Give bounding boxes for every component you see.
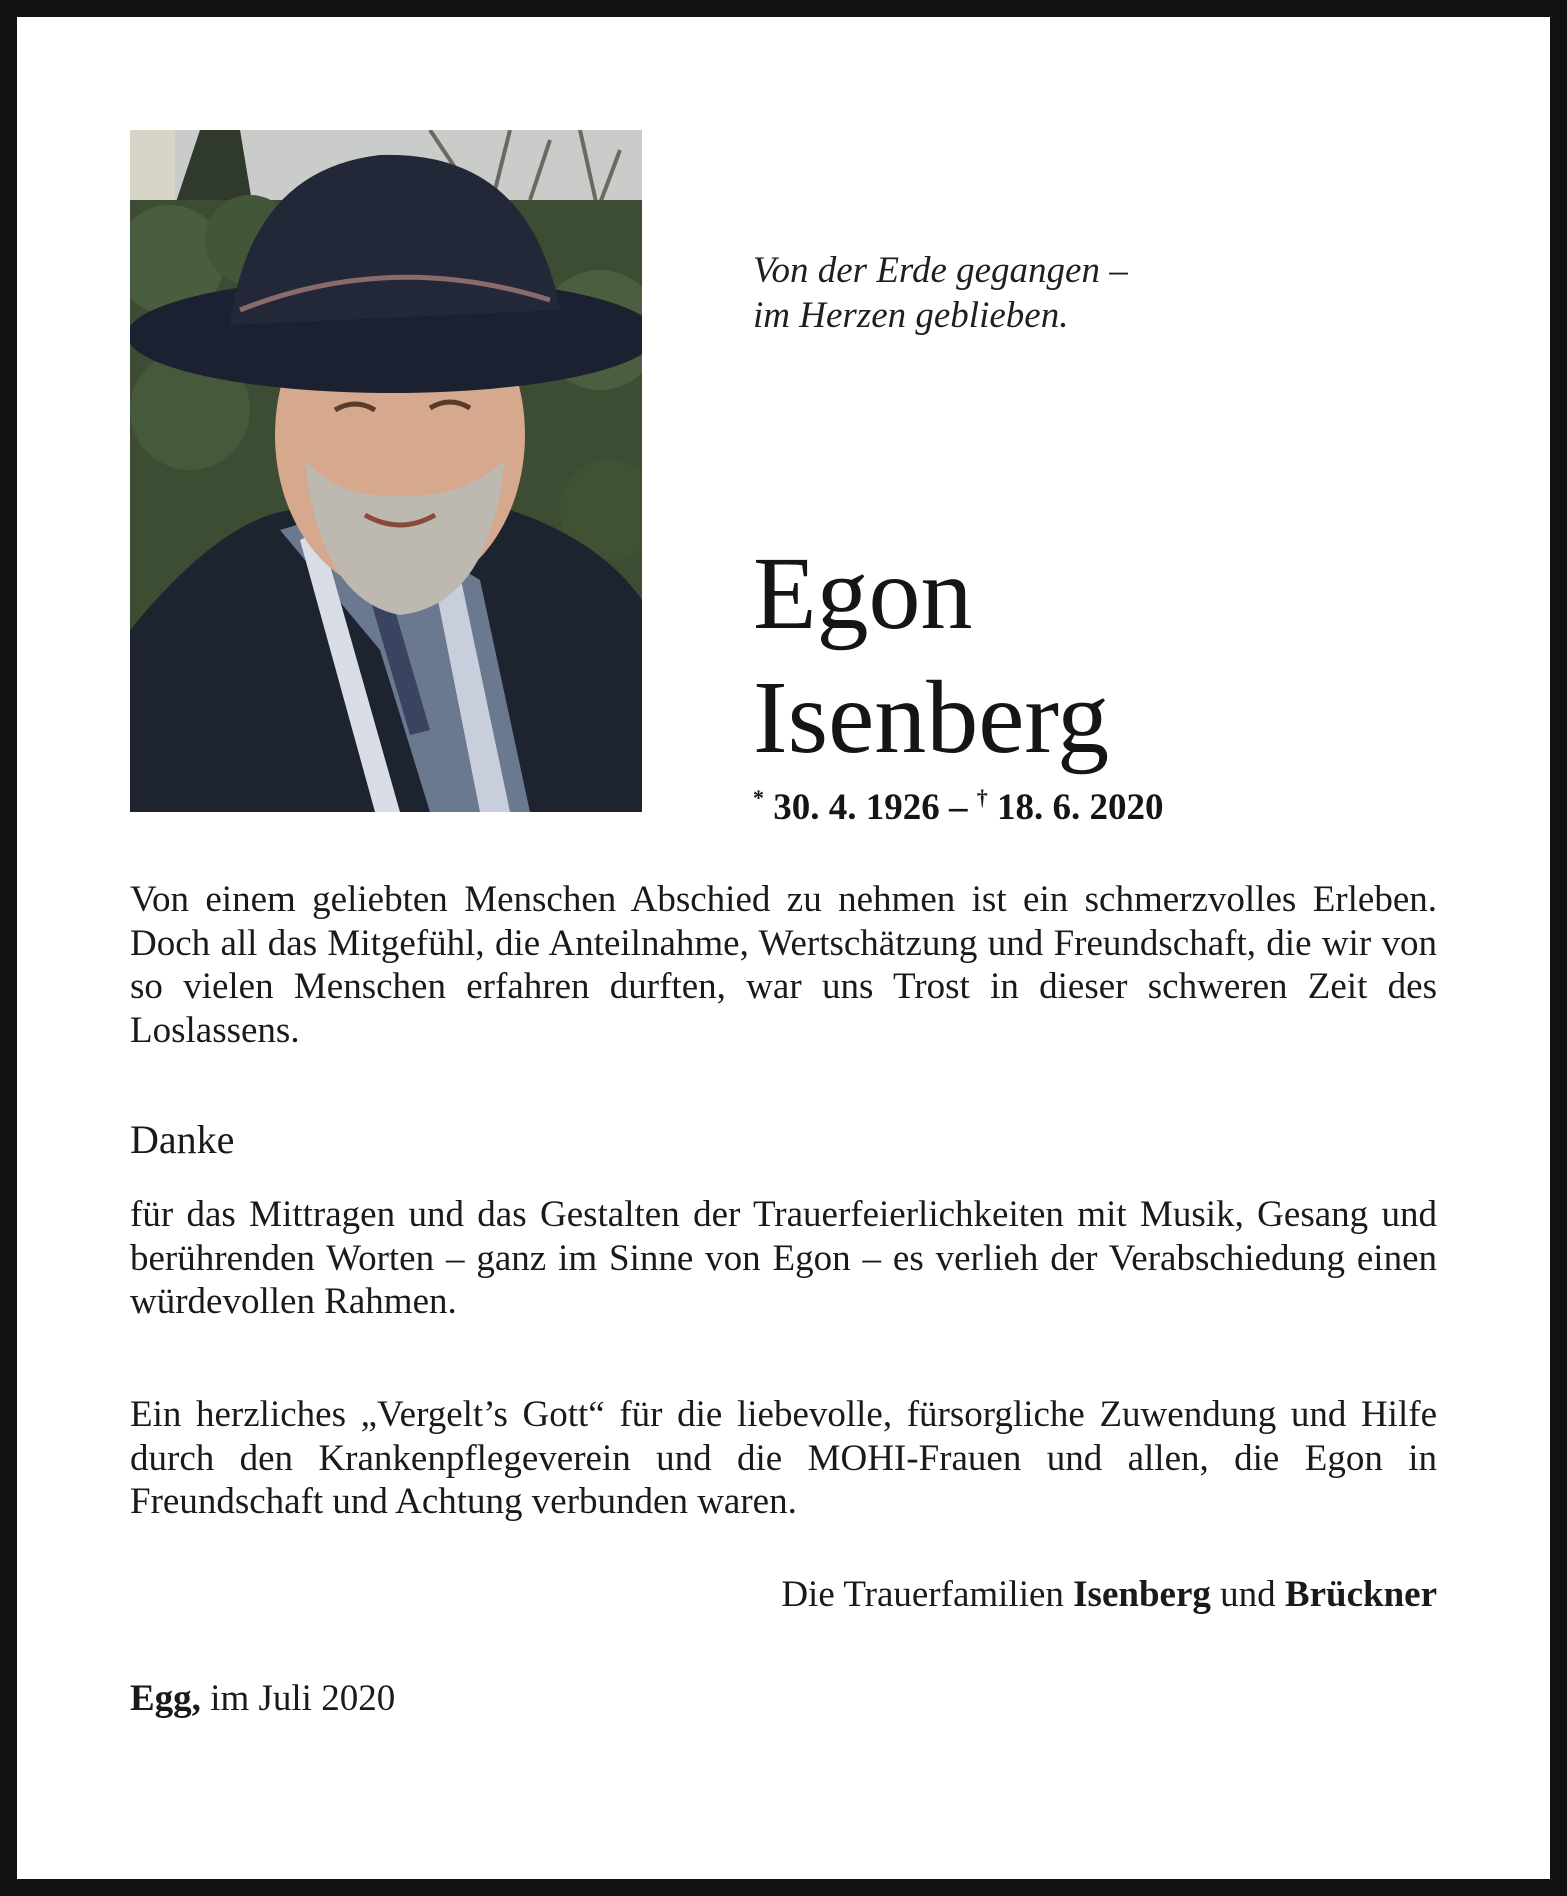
- thanks-heading: Danke: [130, 1117, 235, 1162]
- motto: [753, 248, 1128, 338]
- life-dates: [753, 776, 1164, 830]
- signature-conjunction: und: [1220, 1574, 1276, 1615]
- birth-date: 30. 4. 1926: [773, 787, 940, 828]
- place-town: Egg,: [130, 1678, 201, 1719]
- gratitude-paragraph: Ein herzliches „Vergelt’s Gott“ für die liebevolle, fürsorgliche Zuwendung und Hilfe durch den Krankenpflegeverein und die MOHI-Frauen und allen, die Egon in Freundschaft und Achtung verbunden waren.: [130, 1394, 1437, 1522]
- first-name: Egon: [753, 536, 973, 651]
- farewell-paragraph: Von einem geliebten Menschen Abschied zu nehmen ist ein schmerzvolles Erleben. Doch all das Mitgefühl, die Anteilnahme, Wertschätzung und Freundschaft, die wir von so vielen Menschen erfahren durften, war uns Trost in dieser schweren Zeit des Loslassens.: [130, 879, 1437, 1051]
- last-name: Isenberg: [753, 660, 1110, 775]
- birth-symbol: *: [753, 785, 764, 810]
- place-and-date: [130, 1677, 395, 1721]
- family-name-1: Isenberg: [1073, 1574, 1211, 1615]
- signature-prefix: Die Trauerfamilien: [781, 1574, 1064, 1615]
- family-name-2: Brückner: [1284, 1574, 1437, 1615]
- place-date: im Juli 2020: [210, 1678, 396, 1719]
- motto-line-1: Von der Erde gegangen –: [753, 250, 1128, 291]
- thanks-paragraph: für das Mittragen und das Gestalten der Trauerfeierlichkeiten mit Musik, Gesang und berührenden Worten – ganz im Sinne von Egon – es verlieh der Verabschiedung einen würdevollen Rahmen.: [130, 1194, 1437, 1322]
- date-separator: –: [949, 787, 968, 828]
- family-signature: [781, 1573, 1437, 1617]
- death-date: 18. 6. 2020: [997, 787, 1164, 828]
- death-symbol: †: [976, 785, 988, 810]
- deceased-name: [753, 532, 1109, 780]
- portrait-photo: [130, 130, 642, 812]
- motto-line-2: im Herzen geblieben.: [753, 295, 1069, 336]
